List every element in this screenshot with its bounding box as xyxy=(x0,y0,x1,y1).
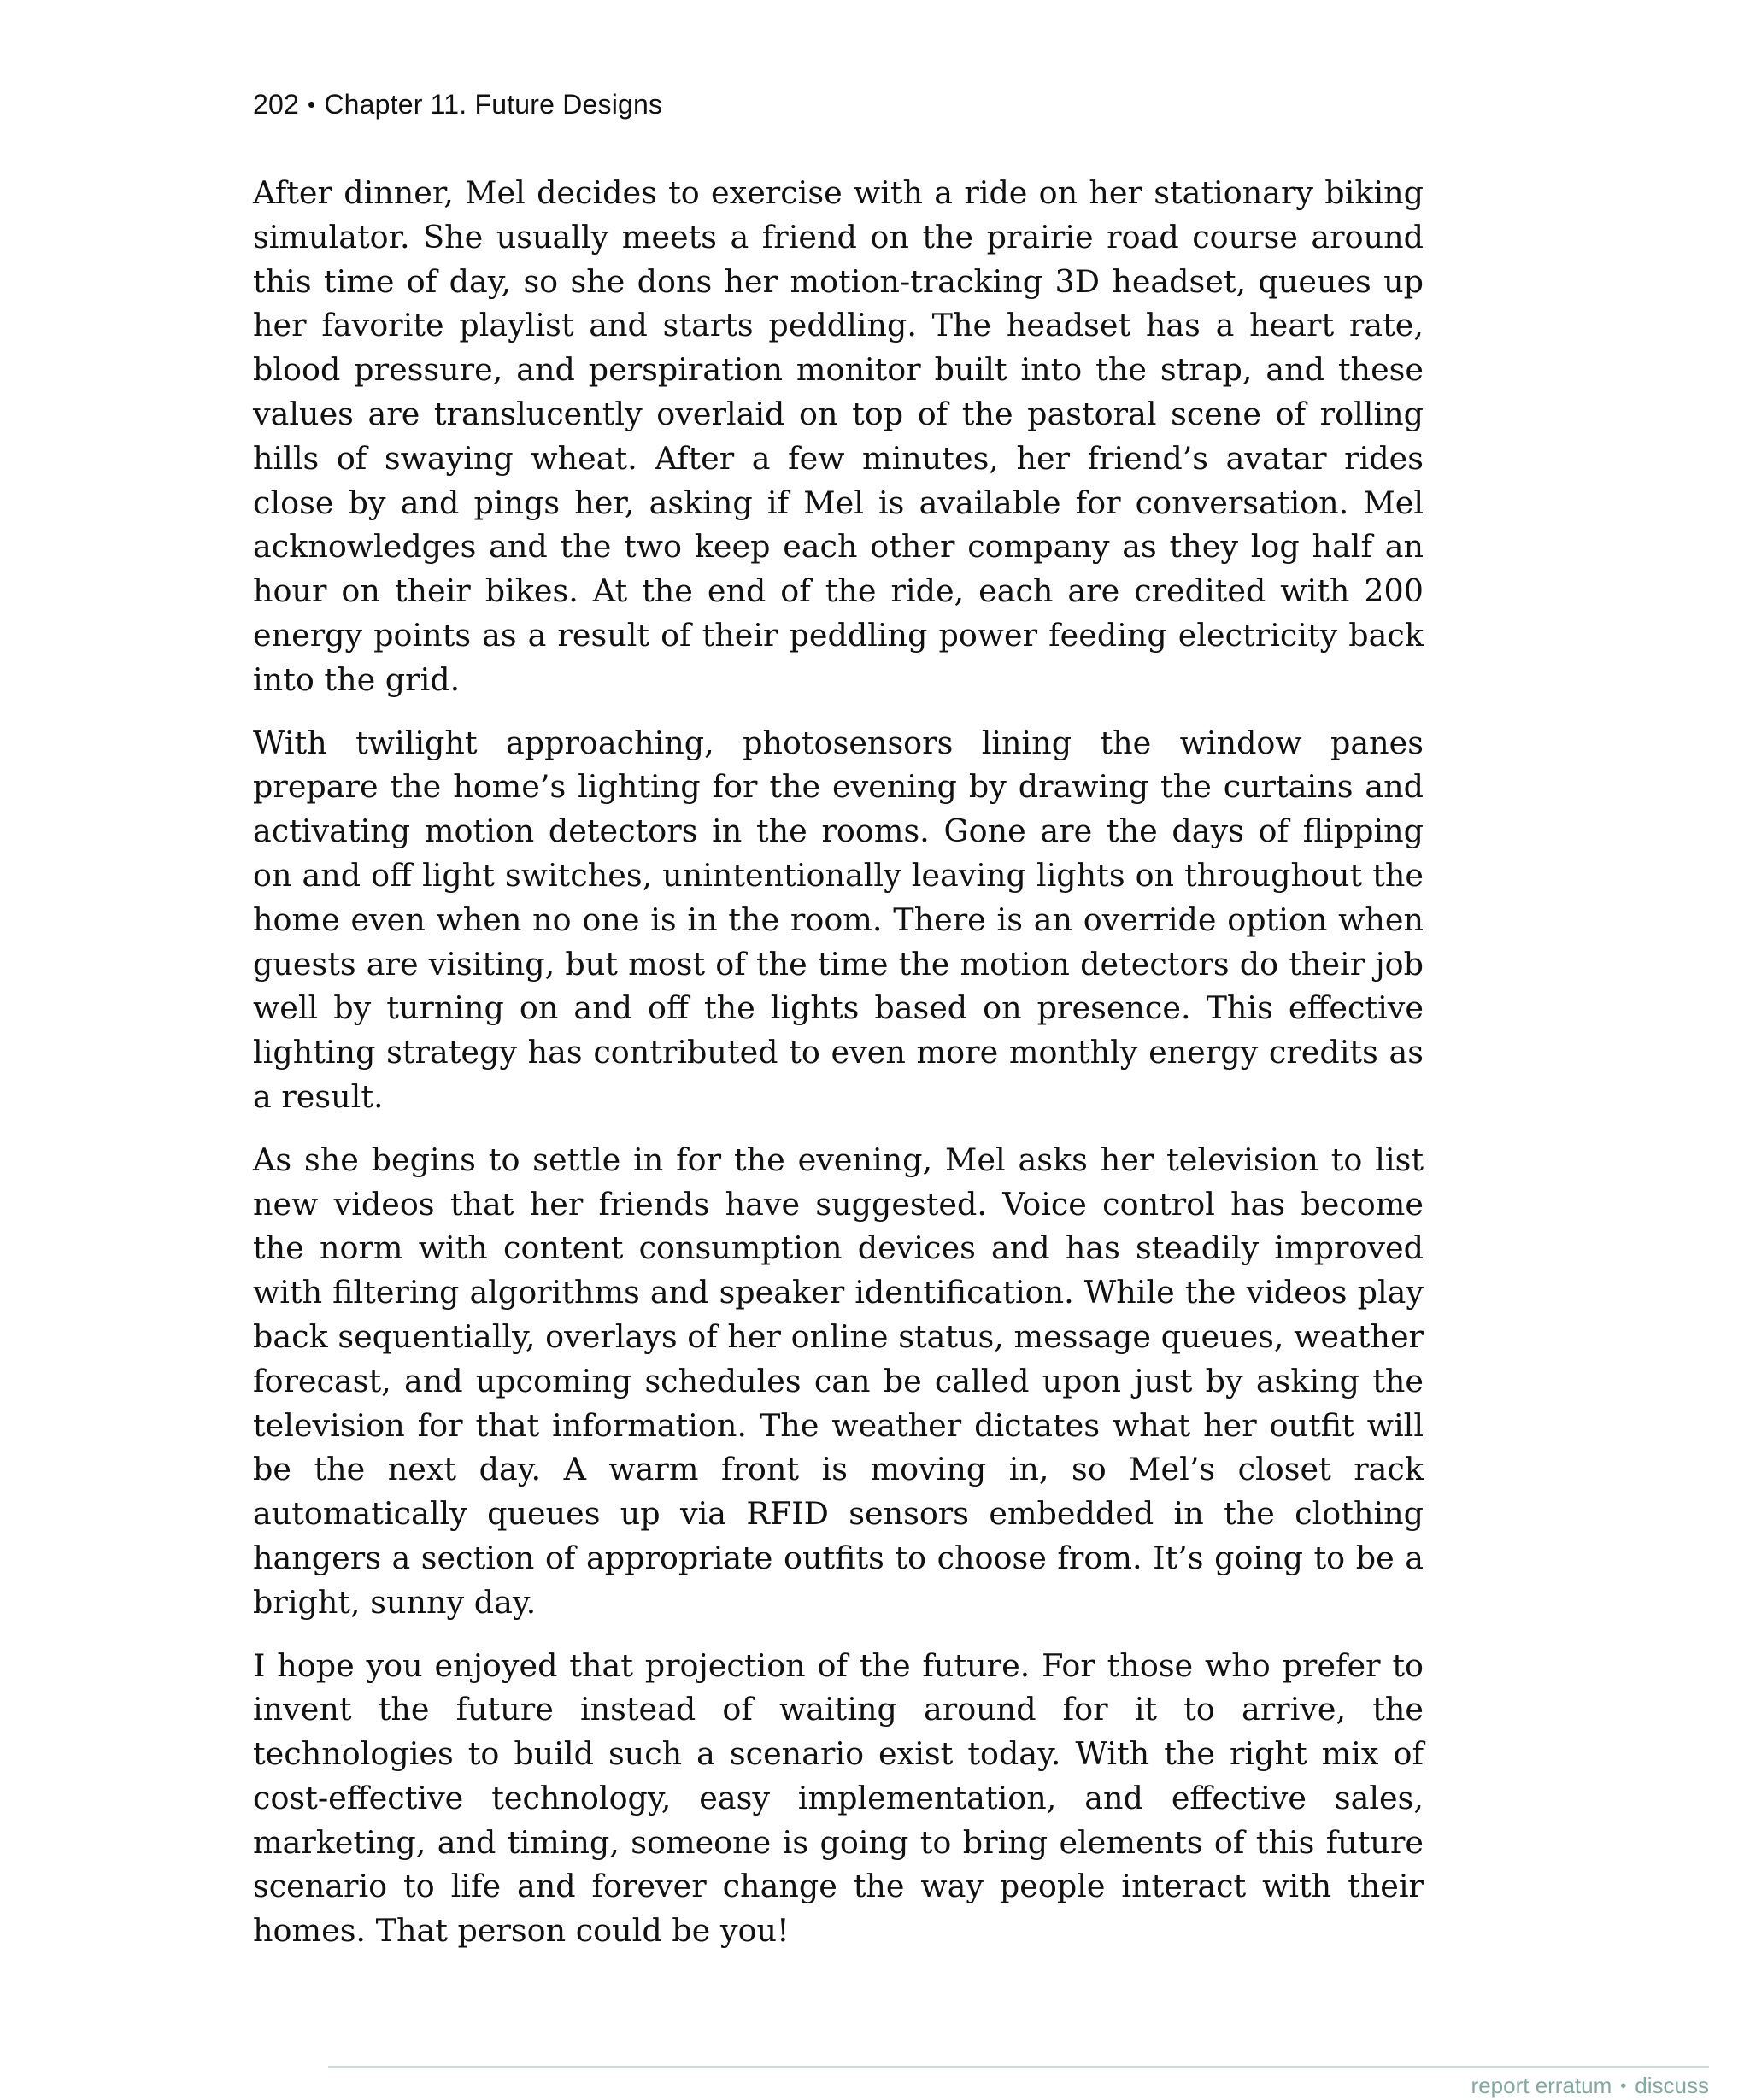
chapter-title: Chapter 11. Future Designs xyxy=(324,89,663,120)
report-erratum-link[interactable]: report erratum xyxy=(1471,2073,1612,2098)
page-number: 202 xyxy=(253,89,299,120)
paragraph-2: With twilight approaching, photosensors lining the window panes prepare the home’s lighting for the evening by drawing the curtains and activating motion detectors in the rooms. Gone are the days of flipping on and off light switches, unintentionally leaving lights on throughout the home even when no one is in the room. There is an override option when guests are visiting, but most of the time the motion detectors do their job well by turning on and off the lights based on presence. This effective lighting strategy has contributed to even more monthly energy credits as a result. xyxy=(253,724,1424,1115)
footer-divider xyxy=(328,2066,1709,2068)
discuss-link[interactable]: discuss xyxy=(1635,2073,1709,2098)
body-text xyxy=(253,171,1424,1972)
paragraph-4: I hope you enjoyed that projection of the future. For those who prefer to invent the future instead of waiting around for it to arrive, the technologies to build such a scenario exist today. With the right mix of cost-effective technology, easy implementation, and effective sales, marketing, and timing, someone is going to bring elements of this future scenario to life and forever change the way people interact with their homes. That person could be you! xyxy=(253,1646,1424,1950)
footer-separator: • xyxy=(1620,2077,1627,2096)
paragraph-3: As she begins to settle in for the evening, Mel asks her television to list new videos that her friends have suggested. Voice control has become the norm with content consumption devices and has steadily improved with filtering algorithms and speaker identification. While the videos play back sequentially, overlays of her online status, message queues, weather forecast, and upcoming schedules can be called upon just by asking the television for that information. The weather dictates what her outfit will be the next day. A warm front is moving in, so Mel’s closet rack automatically queues up via RFID sensors embedded in the clothing hangers a section of appropriate outfits to choose from. It’s going to be a bright, sunny day. xyxy=(253,1141,1424,1621)
running-head xyxy=(253,89,662,120)
paragraph-1: After dinner, Mel decides to exercise with a ride on her stationary biking simulator. She usually meets a friend on the prairie road course around this time of day, so she dons her motion-tracking 3D headset, queues up her favorite playlist and starts peddling. The headset has a heart rate, blood pressure, and perspiration monitor built into the strap, and these values are translucently overlaid on top of the pastoral scene of rolling hills of swaying wheat. After a few minutes, her friend’s avatar rides close by and pings her, asking if Mel is available for conversation. Mel acknowledges and the two keep each other company as they log half an hour on their bikes. At the end of the ride, each are credited with 200 energy points as a result of their peddling power feeding electricity back into the grid. xyxy=(253,174,1424,698)
header-separator: • xyxy=(308,91,316,117)
footer-links xyxy=(1471,2073,1709,2099)
